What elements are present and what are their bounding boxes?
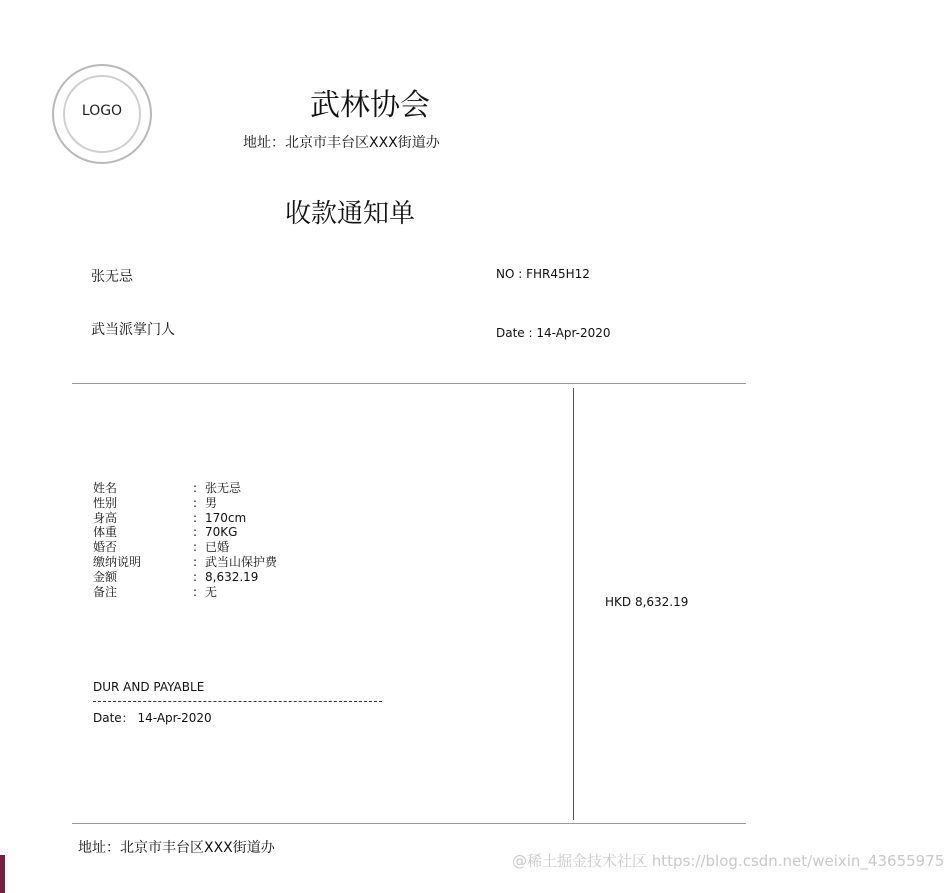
detail-label: 姓名	[93, 481, 118, 495]
detail-value: 武当山保护费	[205, 554, 278, 569]
footer-address: 地址：北京市丰台区XXX街道办	[78, 840, 275, 856]
detail-colon: :	[193, 510, 198, 525]
due-title: DUR AND PAYABLE	[93, 680, 205, 694]
column-divider	[573, 388, 574, 820]
detail-colon: :	[193, 495, 198, 510]
detail-row	[93, 525, 277, 540]
payer-name: 张无忌	[91, 269, 133, 285]
organization-title: 武林协会	[310, 88, 430, 123]
top-divider	[72, 383, 746, 384]
logo-seal	[52, 64, 152, 164]
document-title: 收款通知单	[285, 199, 416, 229]
detail-colon: :	[193, 584, 198, 599]
detail-row	[93, 481, 277, 496]
watermark: @稀土掘金技术社区 https://blog.csdn.net/weixin_43655975	[512, 852, 944, 870]
detail-colon: :	[193, 554, 198, 569]
detail-value: 张无忌	[205, 481, 242, 495]
detail-label: 备注	[93, 584, 118, 599]
document-number: NO : FHR45H12	[496, 267, 590, 281]
detail-value: 70KG	[205, 525, 238, 540]
payer-role: 武当派掌门人	[91, 322, 175, 338]
total-amount: HKD 8,632.19	[605, 595, 689, 609]
bottom-divider	[72, 823, 746, 824]
due-date: Date： 14-Apr-2020	[93, 711, 212, 725]
detail-colon: :	[193, 481, 198, 495]
detail-label: 性别	[93, 495, 118, 510]
detail-colon: :	[193, 525, 198, 540]
detail-row	[93, 511, 277, 526]
details-list	[93, 481, 277, 599]
detail-label: 缴纳说明	[93, 554, 142, 569]
detail-label: 婚否	[93, 540, 118, 555]
detail-value: 无	[205, 584, 218, 599]
signature-dashed-line	[93, 701, 382, 702]
detail-label: 金额	[93, 569, 118, 584]
detail-value: 170cm	[205, 510, 247, 525]
detail-label: 体重	[93, 525, 118, 540]
document-date: Date : 14-Apr-2020	[496, 326, 611, 340]
detail-label: 身高	[93, 510, 118, 525]
detail-row	[93, 570, 277, 585]
detail-row	[93, 496, 277, 511]
detail-row	[93, 540, 277, 555]
detail-row	[93, 555, 277, 570]
detail-row	[93, 585, 277, 600]
header-address: 地址：北京市丰台区XXX街道办	[243, 135, 440, 151]
logo-text: LOGO	[81, 103, 123, 119]
detail-value: 男	[205, 495, 218, 510]
detail-colon: :	[193, 540, 198, 555]
edge-mark	[0, 855, 5, 893]
detail-colon: :	[193, 569, 198, 584]
detail-value: 已婚	[205, 540, 230, 555]
detail-value: 8,632.19	[205, 569, 259, 584]
